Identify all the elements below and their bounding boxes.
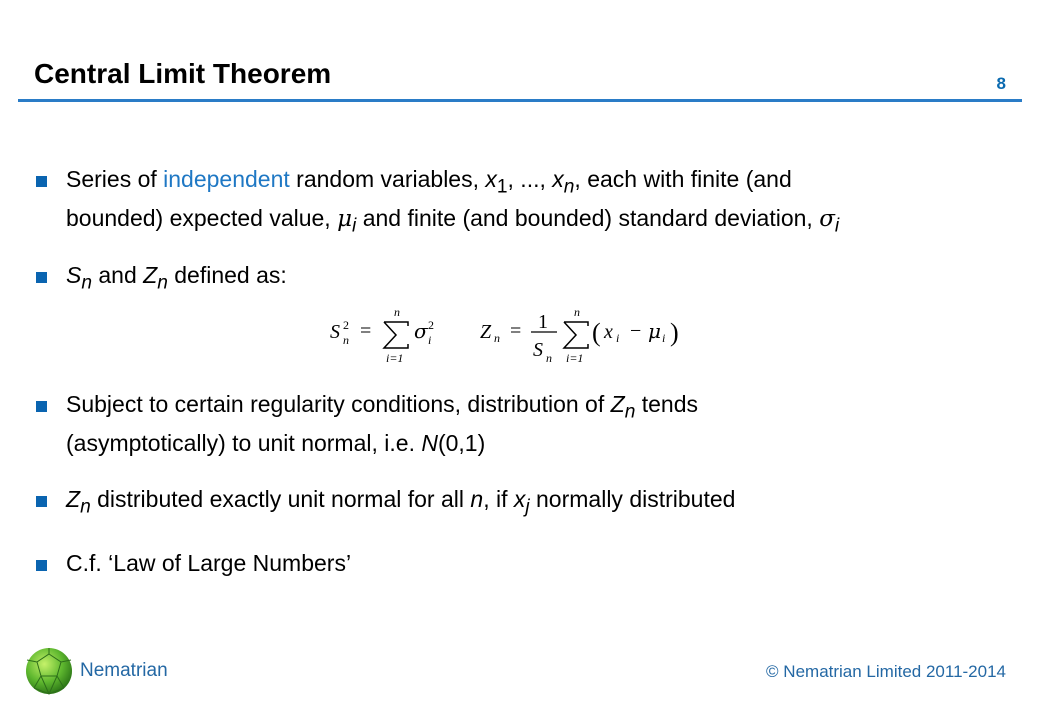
bullet-text bbox=[66, 164, 946, 241]
text-fragment: bounded) expected value, bbox=[66, 204, 338, 231]
var-x: x bbox=[485, 166, 497, 192]
var-x: x bbox=[552, 166, 564, 192]
independent-term: independent bbox=[163, 166, 290, 192]
formula-den-sub: n bbox=[546, 351, 552, 365]
formula-sum-bot: i=1 bbox=[386, 351, 404, 365]
footer-copyright: © Nematrian Limited 2011-2014 bbox=[766, 662, 1006, 681]
summation-icon bbox=[564, 322, 588, 348]
bullet-text bbox=[66, 260, 946, 299]
formula-sigma: σ bbox=[414, 319, 428, 343]
sub-n: n bbox=[80, 496, 91, 518]
text-fragment: distributed exactly unit normal for all bbox=[90, 486, 471, 512]
text-fragment: and bbox=[92, 262, 144, 288]
var-x: x bbox=[513, 486, 526, 512]
summation-icon bbox=[384, 322, 408, 348]
text-fragment: Subject to certain regularity conditions, distribution of bbox=[66, 391, 611, 417]
bullet-marker bbox=[36, 272, 47, 283]
formula-numerator: 1 bbox=[538, 311, 548, 333]
formula-rparen: ) bbox=[670, 318, 679, 347]
var-N: N bbox=[421, 429, 438, 456]
bullet-marker bbox=[36, 401, 47, 412]
sub-n: n bbox=[157, 272, 168, 294]
text-fragment: Series of bbox=[66, 166, 164, 192]
sub-n: n bbox=[624, 401, 636, 423]
formula-eq: = bbox=[360, 320, 372, 342]
formula-x-sub: i bbox=[616, 331, 620, 345]
formula-s: S bbox=[330, 321, 340, 343]
text-fragment: , if bbox=[483, 486, 514, 512]
text-fragment: random variables, bbox=[289, 166, 486, 192]
text-fragment: , each with finite (and bbox=[574, 166, 792, 192]
sigma-symbol: σ bbox=[819, 205, 835, 232]
sub-n: n bbox=[563, 176, 575, 198]
var-s: S bbox=[66, 262, 82, 288]
formula-z: Z bbox=[480, 321, 492, 343]
nematrian-logo-icon bbox=[24, 646, 74, 696]
sub-j: j bbox=[525, 496, 530, 518]
text-fragment: tends bbox=[635, 391, 698, 417]
page-title: Central Limit Theorem bbox=[34, 58, 332, 89]
bullet-marker bbox=[36, 176, 47, 187]
footer-brand: Nematrian bbox=[80, 660, 168, 681]
formula-s-sup: 2 bbox=[343, 318, 349, 332]
formula-sigma-sup: 2 bbox=[428, 318, 434, 332]
text-fragment: normally distributed bbox=[529, 486, 736, 512]
mu-symbol: μ bbox=[337, 205, 353, 232]
formula-s-sub: n bbox=[343, 333, 349, 347]
formula-definitions bbox=[328, 300, 708, 370]
formula-sum2-bot: i=1 bbox=[566, 351, 584, 365]
formula-minus: − bbox=[630, 320, 642, 342]
formula-eq2: = bbox=[510, 320, 522, 342]
sub-i: i bbox=[834, 215, 840, 237]
text-fragment: and finite (and bounded) standard deviation, bbox=[356, 204, 820, 231]
bullet-text bbox=[66, 389, 946, 459]
sub-n: n bbox=[81, 272, 92, 294]
var-z: Z bbox=[610, 391, 625, 417]
var-z: Z bbox=[66, 486, 81, 512]
formula-sum-top: n bbox=[394, 305, 400, 319]
formula-z-sub: n bbox=[494, 331, 500, 345]
text-fragment: (0,1) bbox=[437, 429, 486, 456]
bullet-marker bbox=[36, 496, 47, 507]
formula-denominator: S bbox=[533, 339, 543, 361]
bullet-text bbox=[66, 484, 946, 523]
slide-number: 8 bbox=[996, 74, 1006, 93]
formula-lparen: ( bbox=[592, 318, 601, 347]
text-fragment: defined as: bbox=[167, 262, 287, 288]
var-z: Z bbox=[143, 262, 158, 288]
bullet-marker bbox=[36, 560, 47, 571]
formula-x: x bbox=[604, 321, 613, 343]
text-fragment: , ..., bbox=[507, 166, 553, 192]
formula-sum2-top: n bbox=[574, 305, 580, 319]
bullet-text: C.f. ‘Law of Large Numbers’ bbox=[66, 550, 352, 576]
formula-sigma-sub: i bbox=[428, 333, 432, 347]
var-n: n bbox=[470, 486, 484, 512]
sub-i: i bbox=[352, 215, 357, 237]
sub-1: 1 bbox=[496, 176, 508, 198]
formula-mu: μ bbox=[648, 319, 661, 343]
text-fragment: (asymptotically) to unit normal, i.e. bbox=[66, 429, 422, 456]
formula-mu-sub: i bbox=[662, 331, 666, 345]
title-divider bbox=[18, 99, 1022, 102]
